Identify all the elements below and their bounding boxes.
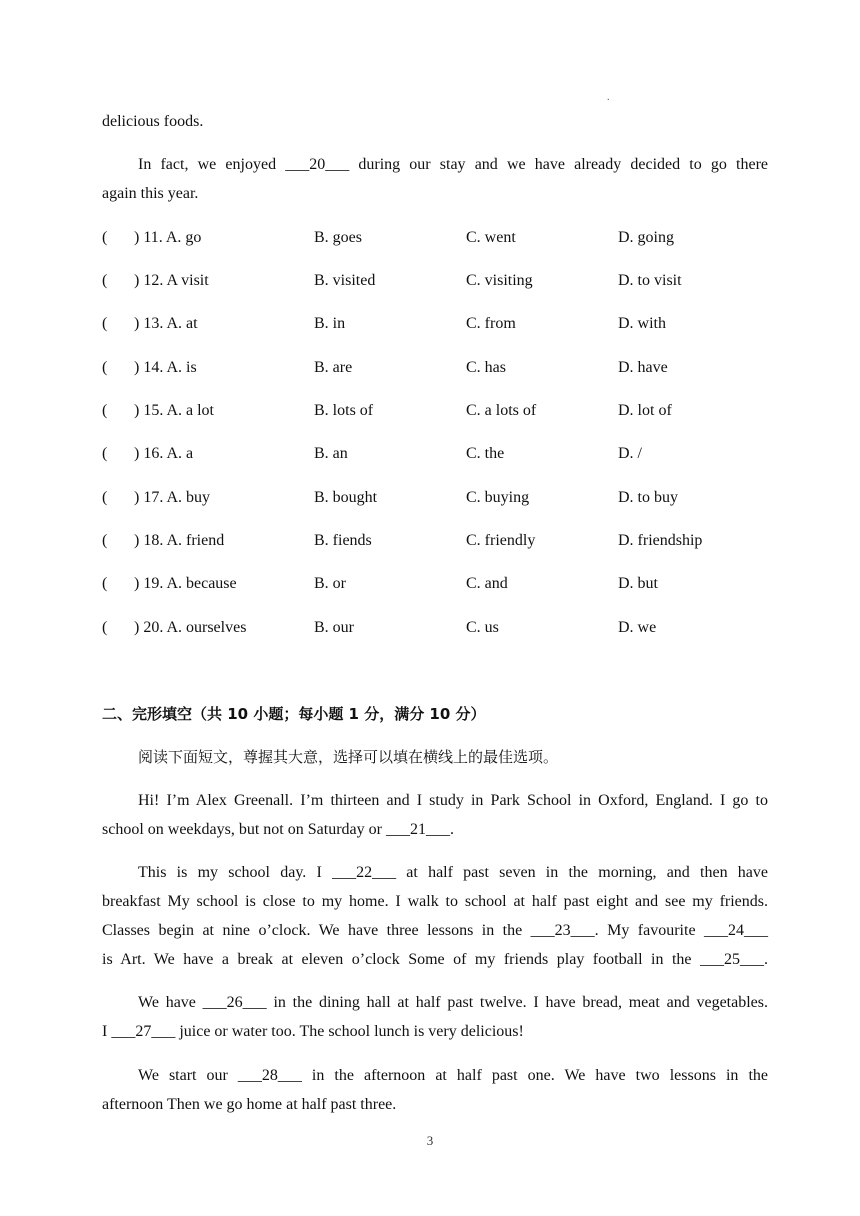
question-row [102, 488, 768, 508]
passage-p2-line-3: Classes begin at nine o’clock. We have three lessons in the ___23___. My favourite ___24___ [102, 922, 768, 939]
question-option-d: D. to visit [618, 272, 682, 289]
passage-p2-line-2: breakfast My school is close to my home. I walk to school at half past eight and see my friends. [102, 893, 768, 910]
question-option-c: C. friendly [466, 532, 536, 549]
question-row [102, 271, 768, 291]
question-row [102, 358, 768, 378]
question-option-d: D. have [618, 359, 668, 376]
section-heading: 二、完形填空（共 10 小题；每小题 1 分，满分 10 分） [102, 705, 486, 723]
paragraph-20-line-2: again this year. [102, 185, 199, 202]
question-option-c: C. from [466, 315, 516, 332]
question-option-c: C. and [466, 575, 508, 592]
question-option-a: ) 20. A. ourselves [134, 619, 247, 636]
header-mark: . [607, 92, 610, 103]
question-option-a: ) 16. A. a [134, 445, 194, 462]
question-option-d: D. with [618, 315, 666, 332]
passage-p4-line-1: We start our ___28___ in the afternoon at half past one. We have two lessons in the [138, 1067, 768, 1084]
question-row [102, 444, 768, 464]
answer-paren: ( [102, 359, 108, 376]
question-option-a: ) 12. A visit [134, 272, 209, 289]
question-option-c: C. a lots of [466, 402, 537, 419]
passage-p2-line-4: is Art. We have a break at eleven o’clock Some of my friends play football in the ___25___. [102, 951, 768, 968]
question-option-a: ) 17. A. buy [134, 489, 210, 506]
question-option-b: B. or [314, 575, 346, 592]
passage-p2-line-1: This is my school day. I ___22___ at half past seven in the morning, and then have [138, 864, 768, 881]
answer-paren: ( [102, 315, 108, 332]
question-option-a: ) 14. A. is [134, 359, 197, 376]
question-option-c: C. buying [466, 489, 530, 506]
question-option-b: B. lots of [314, 402, 374, 419]
question-option-c: C. us [466, 619, 499, 636]
answer-paren: ( [102, 575, 108, 592]
question-option-b: B. in [314, 315, 346, 332]
question-option-c: C. has [466, 359, 506, 376]
question-option-a: ) 19. A. because [134, 575, 237, 592]
intro-line: delicious foods. [102, 113, 204, 130]
answer-paren: ( [102, 402, 108, 419]
question-option-d: D. lot of [618, 402, 672, 419]
question-row [102, 531, 768, 551]
answer-paren: ( [102, 532, 108, 549]
question-option-d: D. friendship [618, 532, 703, 549]
question-option-d: D. we [618, 619, 657, 636]
question-option-a: ) 13. A. at [134, 315, 198, 332]
question-option-b: B. are [314, 359, 353, 376]
passage-p3-line-1: We have ___26___ in the dining hall at half past twelve. I have bread, meat and vegetables. [138, 994, 768, 1011]
passage-p1-line-1: Hi! I’m Alex Greenall. I’m thirteen and I study in Park School in Oxford, England. I go to [138, 792, 768, 809]
answer-paren: ( [102, 619, 108, 636]
question-option-b: B. our [314, 619, 354, 636]
question-option-c: C. the [466, 445, 505, 462]
passage-p1-line-2: school on weekdays, but not on Saturday or ___21___. [102, 821, 454, 838]
question-option-b: B. bought [314, 489, 378, 506]
question-row [102, 314, 768, 334]
page-number: 3 [426, 1133, 434, 1148]
answer-paren: ( [102, 229, 108, 246]
question-option-c: C. visiting [466, 272, 533, 289]
question-option-a: ) 11. A. go [134, 229, 202, 246]
question-row [102, 618, 768, 638]
section-instruction: 阅读下面短文，尊握其大意，选择可以填在横线上的最佳选项。 [138, 748, 559, 766]
passage-p3-line-2: I ___27___ juice or water too. The school lunch is very delicious! [102, 1023, 524, 1040]
question-option-d: D. but [618, 575, 658, 592]
question-option-b: B. fiends [314, 532, 372, 549]
question-option-d: D. to buy [618, 489, 678, 506]
question-option-a: ) 15. A. a lot [134, 402, 214, 419]
passage-p4-line-2: afternoon Then we go home at half past three. [102, 1096, 397, 1113]
question-option-a: ) 18. A. friend [134, 532, 225, 549]
answer-paren: ( [102, 489, 108, 506]
question-option-d: D. going [618, 229, 674, 246]
question-option-b: B. an [314, 445, 348, 462]
answer-paren: ( [102, 445, 108, 462]
question-row [102, 574, 768, 594]
question-row [102, 228, 768, 248]
question-row [102, 401, 768, 421]
question-option-d: D. / [618, 445, 642, 462]
answer-paren: ( [102, 272, 108, 289]
question-option-c: C. went [466, 229, 516, 246]
question-option-b: B. goes [314, 229, 362, 246]
paragraph-20-line-1: In fact, we enjoyed ___20___ during our stay and we have already decided to go there [138, 156, 768, 173]
question-option-b: B. visited [314, 272, 376, 289]
